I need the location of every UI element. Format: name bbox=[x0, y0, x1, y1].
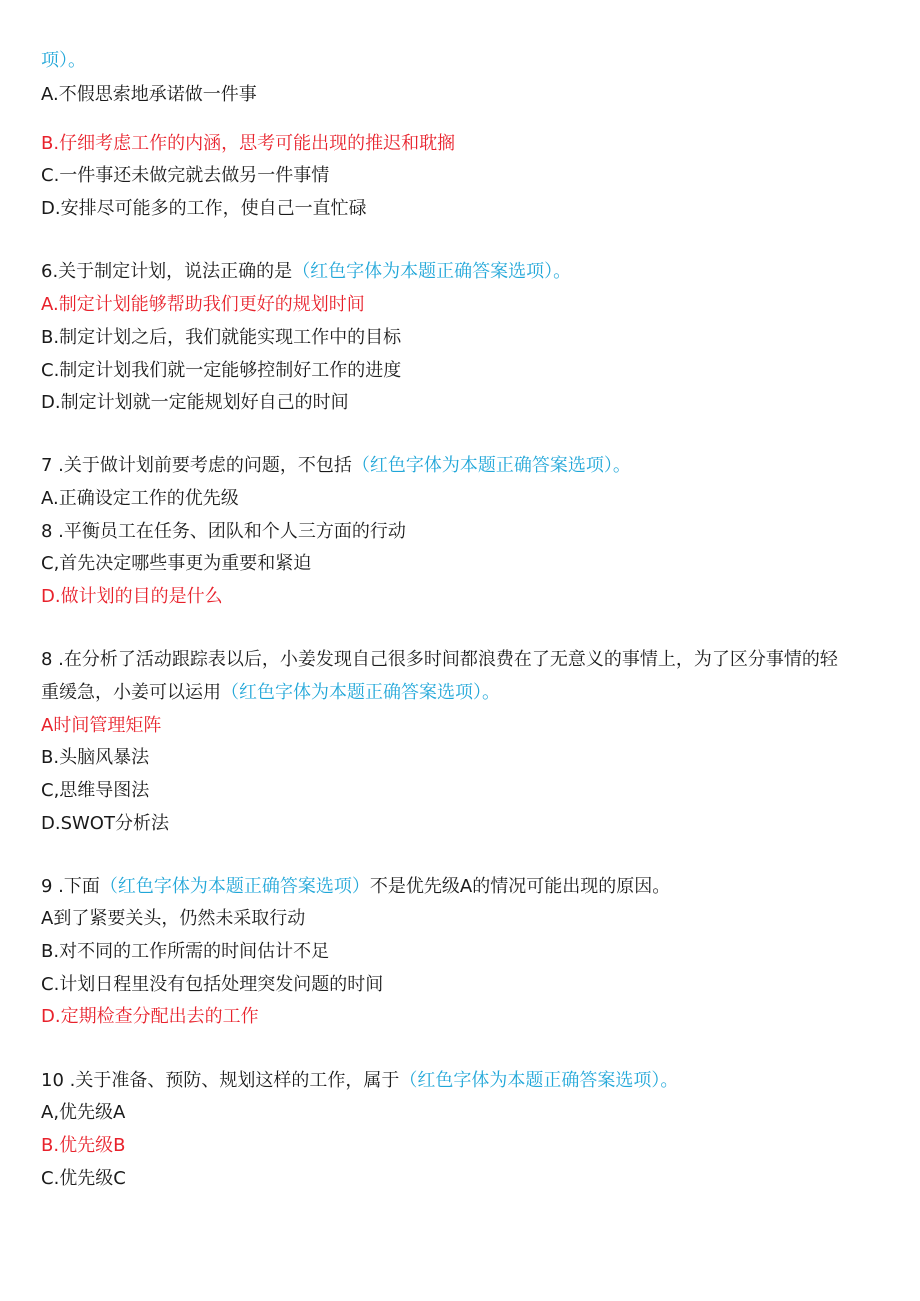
q6-option-b: B.制定计划之后，我们就能实现工作中的目标 bbox=[41, 327, 402, 348]
q9-prompt: （红色字体为本题正确答案选项） bbox=[99, 876, 370, 897]
q7-stem-line bbox=[41, 454, 631, 478]
q6-option-a-answer: A.制定计划能够帮助我们更好的规划时间 bbox=[41, 294, 365, 315]
q8-stem: 重缓急，小姜可以运用 bbox=[41, 682, 221, 703]
q7-option-c: C,首先决定哪些事更为重要和紧迫 bbox=[41, 553, 312, 574]
q10-stem-line bbox=[41, 1069, 678, 1093]
q10-option-c: C.优先级C bbox=[41, 1168, 126, 1189]
q7-prompt: （红色字体为本题正确答案选项）。 bbox=[351, 455, 631, 476]
q5-option-d: D.安排尽可能多的工作，使自己一直忙碌 bbox=[41, 198, 367, 219]
q10-stem: 10 .关于准备、预防、规划这样的工作，属于 bbox=[41, 1070, 400, 1091]
q6-option-d: D.制定计划就一定能规划好自己的时间 bbox=[41, 392, 349, 413]
q6-prompt: （红色字体为本题正确答案选项）。 bbox=[292, 261, 572, 282]
q6-stem: 6.关于制定计划，说法正确的是 bbox=[41, 261, 293, 282]
q8-prompt: （红色字体为本题正确答案选项）。 bbox=[221, 682, 500, 703]
q6-stem-line bbox=[41, 260, 571, 284]
q10-prompt: （红色字体为本题正确答案选项）。 bbox=[399, 1070, 679, 1091]
q9-stem-line bbox=[41, 875, 670, 899]
q8-option-b: B.头脑风暴法 bbox=[41, 747, 150, 768]
q9-option-b: B.对不同的工作所需的时间估计不足 bbox=[41, 941, 330, 962]
q7-option-b: 8 .平衡员工在任务、团队和个人三方面的行动 bbox=[41, 521, 406, 542]
q8-option-a-answer: A时间管理矩阵 bbox=[41, 715, 162, 736]
q9-option-a: A到了紧要关头，仍然未采取行动 bbox=[41, 908, 306, 929]
q5-prompt-tail: 项）。 bbox=[41, 50, 86, 71]
q7-stem: 7 .关于做计划前要考虑的问题，不包括 bbox=[41, 455, 352, 476]
q10-option-a: A,优先级A bbox=[41, 1102, 126, 1123]
q7-option-d-answer: D.做计划的目的是什么 bbox=[41, 586, 223, 607]
q10-option-b-answer: B.优先级B bbox=[41, 1135, 126, 1156]
q9-option-d-answer: D.定期检查分配出去的工作 bbox=[41, 1006, 259, 1027]
q6-option-c: C.制定计划我们就一定能够控制好工作的进度 bbox=[41, 360, 402, 381]
q5-option-b-answer: B.仔细考虑工作的内涵，思考可能出现的推迟和耽搁 bbox=[41, 133, 456, 154]
q5-option-a: A.不假思索地承诺做一件事 bbox=[41, 84, 257, 105]
q8-option-c: C,思维导图法 bbox=[41, 780, 150, 801]
q5-option-c: C.一件事还未做完就去做另一件事情 bbox=[41, 165, 330, 186]
q9-stem-tail: 不是优先级A的情况可能出现的原因。 bbox=[369, 876, 671, 897]
q8-stem-line-1: 8 .在分析了活动跟踪表以后，小姜发现自己很多时间都浪费在了无意义的事情上，为了区分事情的轻 bbox=[41, 649, 838, 670]
q8-stem-line-2 bbox=[41, 681, 500, 705]
q8-option-d: D.SWOT分析法 bbox=[41, 813, 169, 834]
q7-option-a: A.正确设定工作的优先级 bbox=[41, 488, 239, 509]
q9-option-c: C.计划日程里没有包括处理突发问题的时间 bbox=[41, 974, 384, 995]
q9-stem: 9 .下面 bbox=[41, 876, 100, 897]
